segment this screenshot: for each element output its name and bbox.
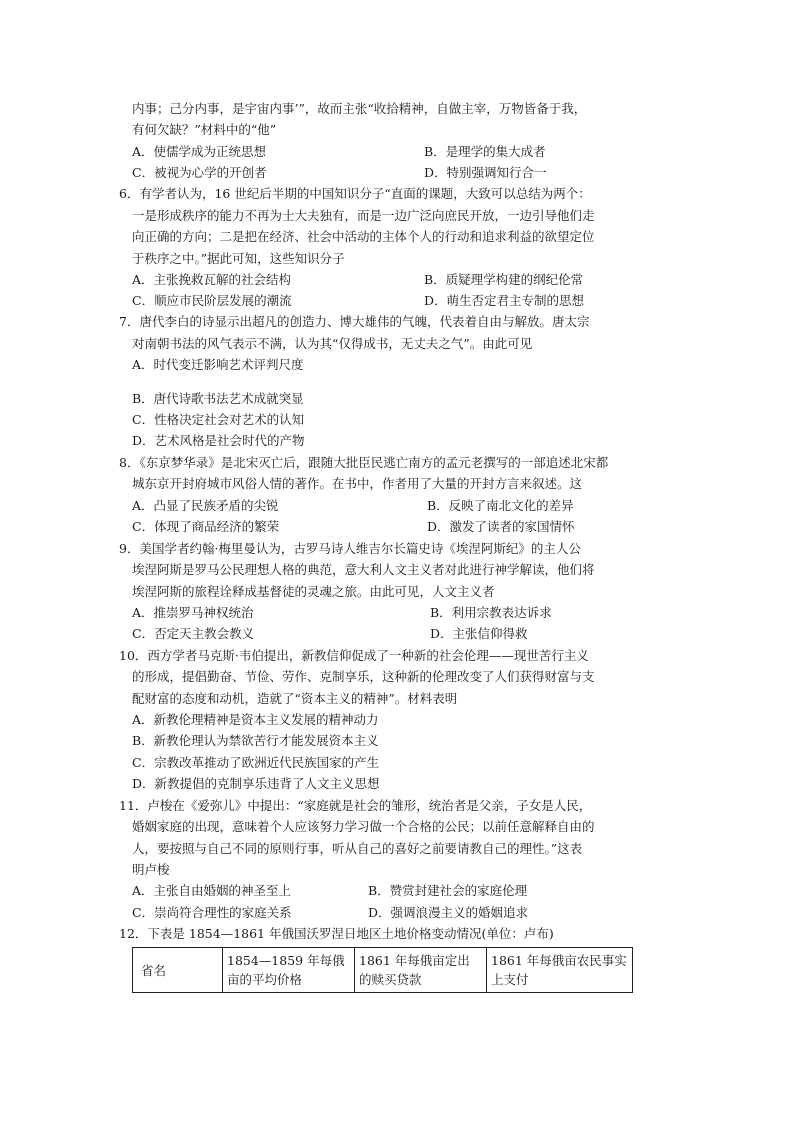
q7-stem-line: 7．唐代李白的诗显示出超凡的创造力、博大雄伟的气魄，代表着自由与解放。唐太宗 xyxy=(119,314,590,329)
q9-stem-line: 埃涅阿斯的旅程诠释成基督徒的灵魂之旅。由此可见，人文主义者 xyxy=(132,584,495,599)
q6-stem-line: 向正确的方向；二是把在经济、社会中活动的主体个人的行动和追求利益的欲望定位 xyxy=(132,229,595,244)
table-header-cell: 省名 xyxy=(133,948,223,993)
q7-option-d[interactable]: D．艺术风格是社会时代的产物 xyxy=(132,433,305,448)
q10-option-a[interactable]: A．新教伦理精神是资本主义发展的精神动力 xyxy=(132,712,379,727)
q5-option-b[interactable]: B．是理学的集大成者 xyxy=(424,144,546,159)
table-header-cell: 1861 年每俄亩定出的赎买贷款 xyxy=(355,948,487,993)
q11-option-d[interactable]: D．强调浪漫主义的婚姻追求 xyxy=(368,905,529,920)
q10-option-b[interactable]: B．新教伦理认为禁欲苦行才能发展资本主义 xyxy=(132,733,379,748)
q9-option-a[interactable]: A．推崇罗马神权统治 xyxy=(132,605,254,620)
q6-option-b[interactable]: B．质疑理学构建的纲纪伦常 xyxy=(424,272,584,287)
q5-option-d[interactable]: D．特别强调知行合一 xyxy=(424,165,547,180)
q10-option-d[interactable]: D．新教提倡的克制享乐违背了人文主义思想 xyxy=(132,776,380,791)
q11-stem-line: 11．卢梭在《爱弥儿》中提出：“家庭就是社会的雏形，统治者是父亲，子女是人民， xyxy=(119,798,592,813)
q9-option-c[interactable]: C．否定天主教会教义 xyxy=(132,626,255,641)
q8-option-c[interactable]: C．体现了商品经济的繁荣 xyxy=(132,519,280,534)
q6-option-d[interactable]: D．萌生否定君主专制的思想 xyxy=(424,293,585,308)
q11-stem-line: 婚姻家庭的出现，意味着个人应该努力学习做一个合格的公民；以前任意解释自由的 xyxy=(132,819,595,834)
q6-stem-line: 于秩序之中。”据此可知，这些知识分子 xyxy=(132,251,345,266)
land-price-table xyxy=(132,947,633,993)
q8-option-a[interactable]: A．凸显了民族矛盾的尖锐 xyxy=(132,498,279,513)
q6-option-a[interactable]: A．主张挽救瓦解的社会结构 xyxy=(132,272,292,287)
q11-option-a[interactable]: A．主张自由婚姻的神圣至上 xyxy=(132,883,292,898)
q11-option-c[interactable]: C．崇尚符合理性的家庭关系 xyxy=(132,905,292,920)
q9-option-b[interactable]: B．利用宗教表达诉求 xyxy=(430,605,552,620)
q7-stem-line: 对南朝书法的风气表示不满，认为其“仅得成书，无丈夫之气”。由此可见 xyxy=(132,336,533,351)
q11-stem-line: 明卢梭 xyxy=(132,862,170,877)
table-header-cell: 1854—1859 年每俄亩的平均价格 xyxy=(223,948,355,993)
q10-stem-line: 配财富的态度和动机，造就了“资本主义的精神”。材料表明 xyxy=(132,691,458,706)
q12-stem-line: 12．下表是 1854—1861 年俄国沃罗涅日地区土地价格变动情况(单位：卢布) xyxy=(119,926,554,941)
q7-option-c[interactable]: C．性格决定社会对艺术的认知 xyxy=(132,412,305,427)
table-header-row xyxy=(133,948,633,993)
q11-stem-line: 人，要按照与自己不同的原则行事，听从自己的喜好之前要请教自己的理性。”这表 xyxy=(132,841,583,856)
q5-option-a[interactable]: A．使儒学成为正统思想 xyxy=(132,144,267,159)
q10-stem-line: 的形成，提倡勤奋、节俭、劳作、克制享乐，这种新的伦理改变了人们获得财富与支 xyxy=(132,669,595,684)
q5-stem-line: 有何欠缺？”材料中的“他” xyxy=(132,122,277,137)
q9-stem-line: 9．美国学者约翰·梅里曼认为，古罗马诗人维吉尔长篇史诗《埃涅阿斯纪》的主人公 xyxy=(119,541,581,556)
q7-option-a[interactable]: A．时代变迁影响艺术评判尺度 xyxy=(132,357,304,372)
q7-option-b[interactable]: B．唐代诗歌书法艺术成就突显 xyxy=(132,391,304,406)
q6-stem-line: 6．有学者认为，16 世纪后半期的中国知识分子“直面的课题，大致可以总结为两个： xyxy=(119,186,591,201)
q8-option-d[interactable]: D．激发了读者的家国情怀 xyxy=(427,519,575,534)
q10-option-c[interactable]: C．宗教改革推动了欧洲近代民族国家的产生 xyxy=(132,755,380,770)
table-header-cell: 1861 年每俄亩农民事实上支付 xyxy=(487,948,633,993)
q8-stem-line: 城东京开封府城市风俗人情的著作。在书中，作者用了大量的开封方言来叙述。这 xyxy=(132,476,583,491)
q5-option-c[interactable]: C．被视为心学的开创者 xyxy=(132,165,267,180)
q11-option-b[interactable]: B．赞赏封建社会的家庭伦理 xyxy=(368,883,528,898)
q8-stem-line: 8．《东京梦华录》是北宋灭亡后，跟随大批臣民逃亡南方的孟元老撰写的一部追述北宋都 xyxy=(119,455,609,470)
q6-option-c[interactable]: C．顺应市民阶层发展的潮流 xyxy=(132,293,292,308)
q9-option-d[interactable]: D．主张信仰得救 xyxy=(430,626,528,641)
q6-stem-line: 一是形成秩序的能力不再为士大夫独有，而是一边广泛向庶民开放，一边引导他们走 xyxy=(132,208,595,223)
q10-stem-line: 10．西方学者马克斯·韦伯提出，新教信仰促成了一种新的社会伦理——现世苦行主义 xyxy=(119,648,589,663)
q8-option-b[interactable]: B．反映了南北文化的差异 xyxy=(427,498,574,513)
q9-stem-line: 埃涅阿斯是罗马公民理想人格的典范，意大利人文主义者对此进行神学解读，他们将 xyxy=(132,562,595,577)
q5-stem-line: 内事；己分内事，是宇宙内事’”，故而主张“收拾精神，自做主宰，万物皆备于我， xyxy=(132,101,587,116)
